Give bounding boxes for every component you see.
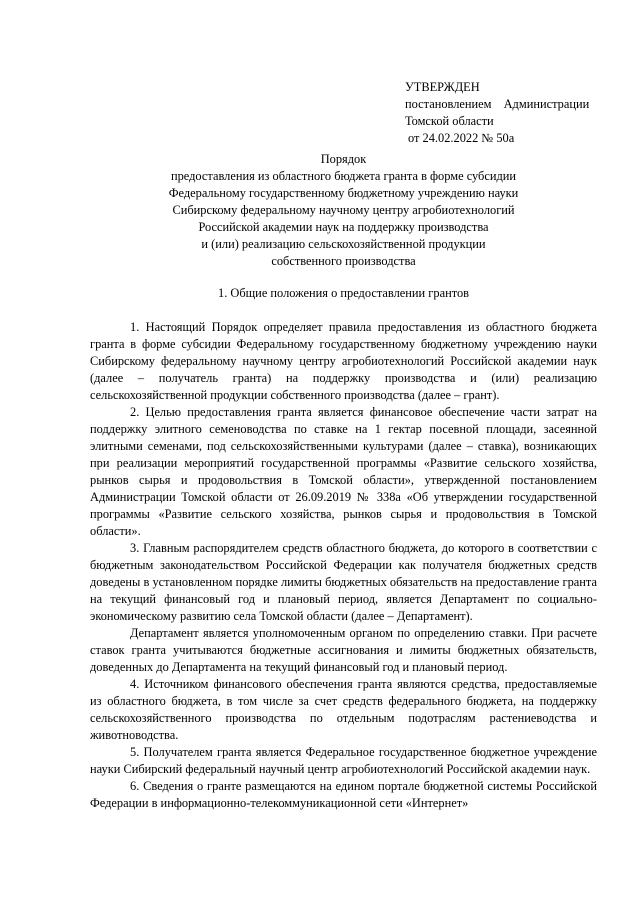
paragraph-5: 5. Получателем гранта является Федеральное государственное бюджетное учреждение науки Сибирский федеральный научный центр агробиотехнологий Российской академии наук. (90, 745, 597, 776)
paragraph-3: 3. Главным распорядителем средств областного бюджета, до которого в соответствии с бюджетным законодательством Российской Федерации как получателя бюджетных средств доведены в установленном порядке лимиты бюджетных обязательств на предоставление гранта на текущий финансовый год и плановый период, является Департамент по социально-экономическому развитию села Томской области (далее – Департамент). (90, 541, 597, 623)
paragraph-6: 6. Сведения о гранте размещаются на едином портале бюджетной системы Российской Федерации в информационно-телекоммуникационной сети «Интернет» (90, 779, 597, 810)
paragraph-2: 2. Целью предоставления гранта является финансовое обеспечение части затрат на поддержку элитного семеноводства по ставке на 1 гектар посевной площади, засеянной элитными семенами, под сельскохозяйственными культурами (далее – ставка), возникающих при реализации мероприятий государственной программы «Развитие сельского хозяйства, рынков сырья и продовольствия в Томской области», утвержденной постановлением Администрации Томской области от 26.09.2019 № 338а «Об утверждении государственной программы «Развитие сельского хозяйства, рынков сырья и продовольствия в Томской области». (90, 405, 597, 538)
title-line: Сибирскому федеральному научному центру агробиотехнологий (172, 203, 515, 217)
approval-decree: постановлением Администрации (405, 97, 590, 111)
paragraph-4: 4. Источником финансового обеспечения гранта являются средства, предоставляемые из областного бюджета, в том числе за счет средств федерального бюджета, на поддержку сельскохозяйственного производства по отдельным подотраслям растениеводства и животноводства. (90, 677, 597, 742)
approval-region: Томской области (405, 114, 494, 128)
paragraph-1: 1. Настоящий Порядок определяет правила предоставления из областного бюджета гранта в форме субсидии Федеральному государственному бюджетному учреждению науки Сибирскому федеральному научному центру агробиотехнологий Российской академии наук (далее – получатель гранта) на поддержку производства и (или) реализацию сельскохозяйственной продукции собственного производства (далее – грант). (90, 320, 597, 402)
approval-heading: УТВЕРЖДЕН (405, 80, 480, 94)
title-line: Федеральному государственному бюджетному учреждению науки (168, 186, 519, 200)
document-title (90, 151, 597, 270)
title-line: и (или) реализацию сельскохозяйственной продукции (201, 237, 486, 251)
section-heading: 1. Общие положения о предоставлении грантов (218, 286, 469, 300)
title-line: собственного производства (271, 254, 416, 268)
title-line: Российской академии наук на поддержку производства (198, 220, 489, 234)
title-line: предоставления из областного бюджета гранта в форме субсидии (170, 169, 517, 183)
document-body (90, 319, 597, 812)
approval-date: от 24.02.2022 № 50а (408, 131, 515, 145)
title-line: Порядок (320, 152, 367, 166)
approval-stamp (405, 79, 589, 147)
paragraph-3-continued: Департамент является уполномоченным органом по определению ставки. При расчете ставок гранта учитываются бюджетные ассигнования и лимиты бюджетных обязательств, доведенных до Департамента на текущий финансовый год и плановый период. (90, 626, 597, 674)
